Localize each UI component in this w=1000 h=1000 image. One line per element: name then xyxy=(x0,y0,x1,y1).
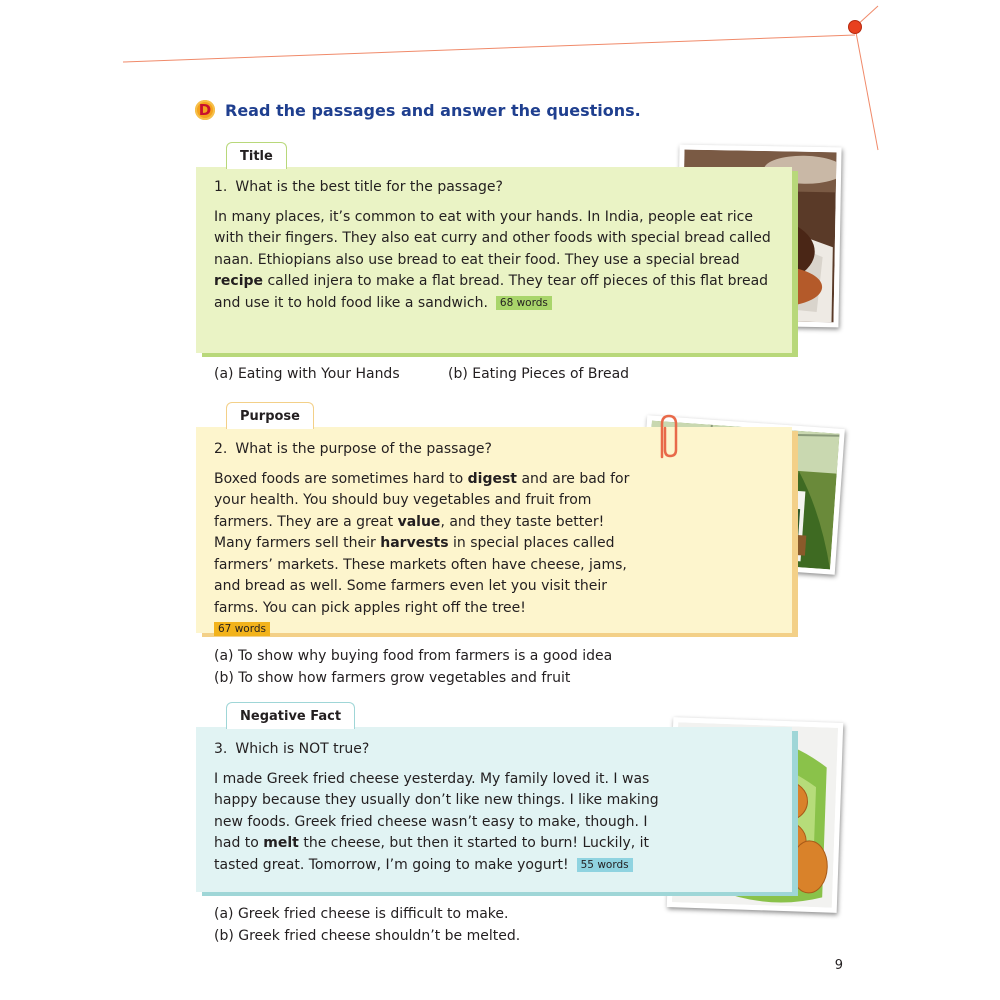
word-count-badge: 67 words xyxy=(214,622,270,636)
tab-purpose: Purpose xyxy=(226,402,314,429)
option-a[interactable]: (a) Greek fried cheese is difficult to make. xyxy=(214,906,509,922)
option-b[interactable]: (b) Eating Pieces of Bread xyxy=(448,366,630,382)
section-instruction: Read the passages and answer the questions. xyxy=(225,100,641,120)
section-header xyxy=(195,100,641,120)
page-number: 9 xyxy=(834,958,843,973)
word-count-badge: 68 words xyxy=(496,296,552,310)
word-count-badge: 55 words xyxy=(577,858,633,872)
options-2 xyxy=(214,646,612,689)
passage-3: I made Greek fried cheese yesterday. My family loved it. I was happy because they usually don’t like new things. I like making new foods. Greek fried cheese wasn’t easy to make, though. I had to melt the cheese, but then it started to burn! Luckily, it tasted great. Tomorrow, I’m going to make yogurt! 55 words xyxy=(214,770,659,873)
option-b[interactable]: (b) To show how farmers grow vegetables and fruit xyxy=(214,669,571,686)
paperclip-icon xyxy=(652,412,682,462)
section-letter-badge: D xyxy=(195,100,215,120)
options-3 xyxy=(214,904,520,947)
option-a[interactable]: (a) Eating with Your Hands xyxy=(214,366,400,382)
passage-box-1 xyxy=(196,167,792,353)
passage-box-2 xyxy=(196,427,792,633)
question-2: 2. What is the purpose of the passage? xyxy=(214,441,492,457)
option-b[interactable]: (b) Greek fried cheese shouldn’t be melted. xyxy=(214,927,521,944)
question-3: 3. Which is NOT true? xyxy=(214,741,370,757)
passage-2: Boxed foods are sometimes hard to digest and are bad for your health. You should buy vegetables and fruit from farmers. They are a great value, and they taste better! Many farmers sell their harvests in special places called farmers’ markets. These markets often have cheese, jams, and bread as well. Some farmers even let you visit their farms. You can pick apples right off the tree! 67 words xyxy=(214,470,630,635)
passage-1: In many places, it’s common to eat with your hands. In India, people eat rice with their fingers. They also eat curry and other foods with special bread called naan. Ethiopians also use bread to eat their food. They use a special bread recipe called injera to make a flat bread. They tear off pieces of this flat bread and use it to hold food like a sandwich. 68 words xyxy=(214,208,771,311)
passage-box-3 xyxy=(196,727,792,892)
tab-title: Title xyxy=(226,142,287,169)
option-a[interactable]: (a) To show why buying food from farmers is a good idea xyxy=(214,648,613,664)
tab-negative-fact: Negative Fact xyxy=(226,702,355,729)
question-1: 1. What is the best title for the passage? xyxy=(214,179,503,195)
red-dot-icon xyxy=(849,21,862,34)
options-1 xyxy=(214,364,629,386)
